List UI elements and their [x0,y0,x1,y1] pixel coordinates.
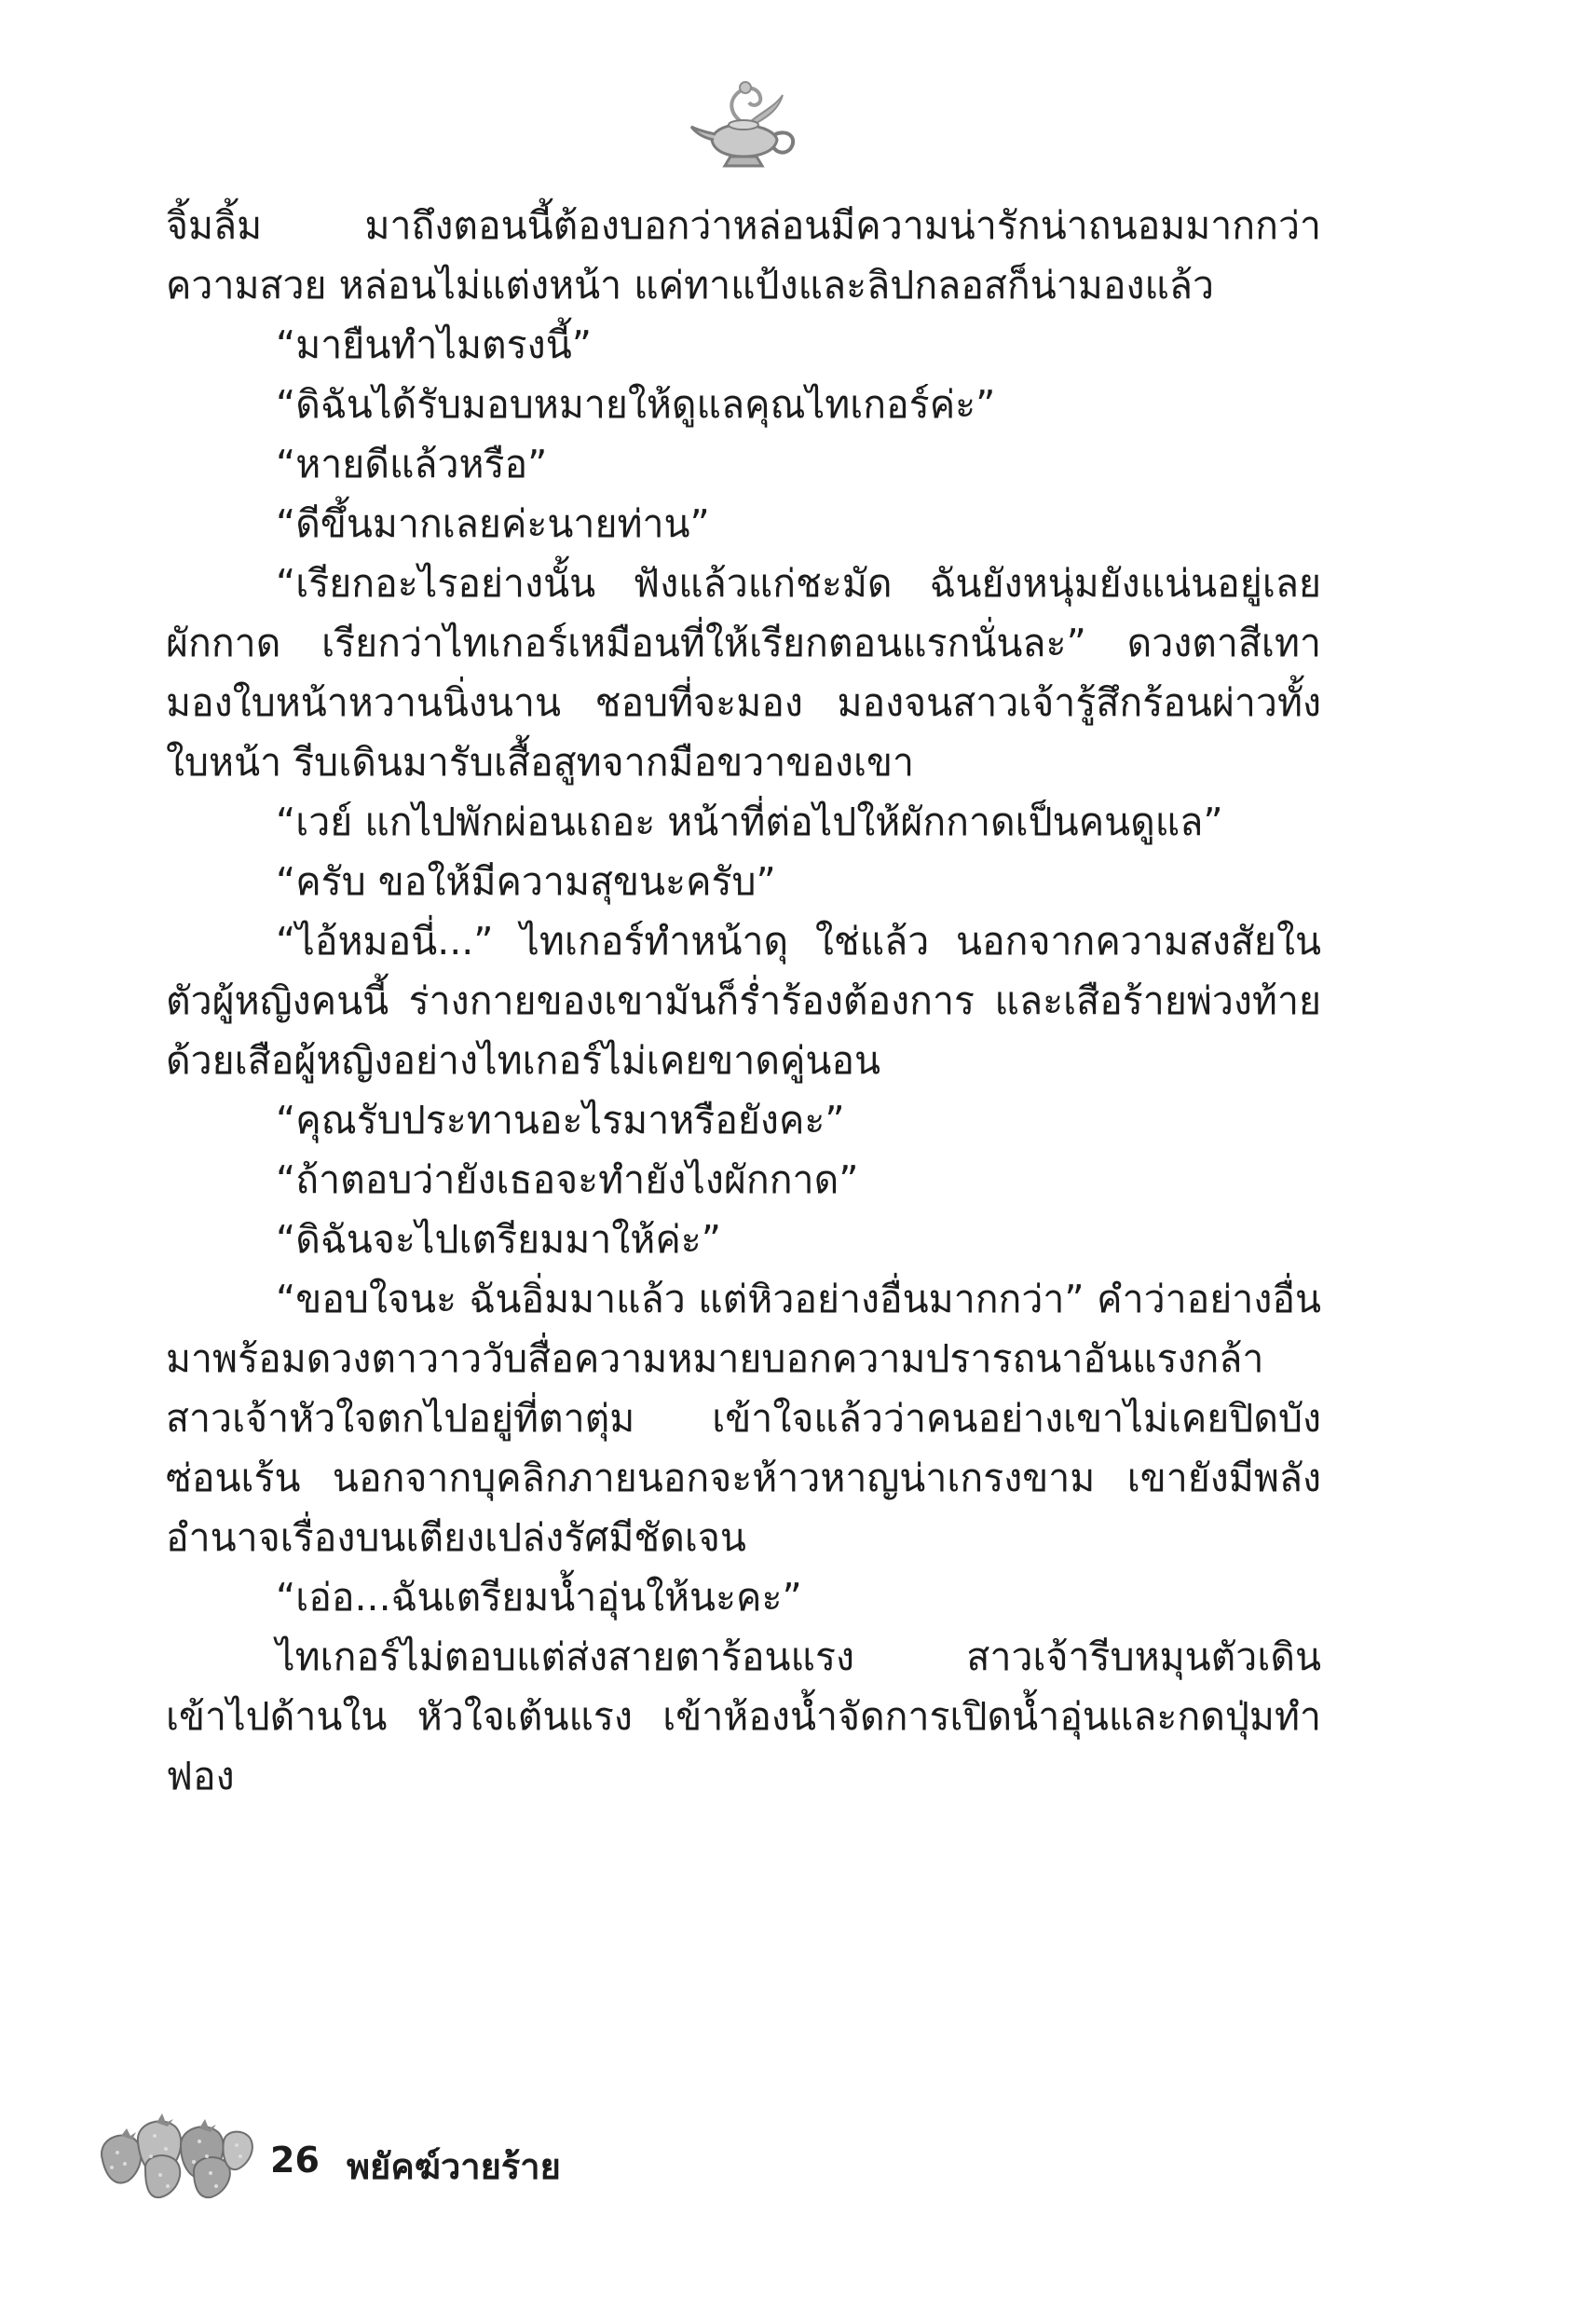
paragraph: ไทเกอร์ไม่ตอบแต่ส่งสายตาร้อนแรง สาวเจ้ารีบหมุนตัวเดินเข้าไปด้านใน หัวใจเต้นแรง เข้าห้องน้ำจัดการเปิดน้ำอุ่นและกดปุ่มทำฟอง [166,1634,1321,1798]
paragraph: “ดิฉันได้รับมอบหมายให้ดูแลคุณไทเกอร์ค่ะ” [276,382,996,427]
paragraph: “เวย์ แกไปพักผ่อนเถอะ หน้าที่ต่อไปให้ผักกาดเป็นคนดูแล” [276,800,1223,844]
paragraph: “เรียกอะไรอย่างนั้น ฟังแล้วแก่ชะมัด ฉันยังหนุ่มยังแน่นอยู่เลย ผักกาด เรียกว่าไทเกอร์เหมือนที่ให้เรียกตอนแรกนั่นละ” ดวงตาสีเทามองใบหน้าหวานนิ่งนาน ชอบที่จะมอง มองจนสาวเจ้ารู้สึกร้อนผ่าวทั้งใบหน้า รีบเดินมารับเสื้อสูทจากมือขวาของเขา [166,561,1321,785]
page-footer [84,2104,736,2207]
paragraph: “ดิฉันจะไปเตรียมมาให้ค่ะ” [276,1217,722,1262]
strawberries-icon [84,2104,261,2207]
paragraph: จิ้มลิ้ม มาถึงตอนนี้ต้องบอกว่าหล่อนมีความน่ารักน่าถนอมมากกว่าความสวย หล่อนไม่แต่งหน้า แค่ทาแป้งและลิปกลอสก็น่ามองแล้ว [166,203,1321,308]
paragraph: “หายดีแล้วหรือ” [276,442,548,486]
page-number: 26 [270,2140,320,2181]
paragraph: “มายืนทำไมตรงนี้” [276,322,592,367]
footer-ornament [84,2104,261,2207]
paragraph: “คุณรับประทานอะไรมาหรือยังคะ” [276,1098,845,1142]
paragraph: “ขอบใจนะ ฉันอิ่มมาแล้ว แต่หิวอย่างอื่นมากกว่า” คำว่าอย่างอื่นมาพร้อมดวงตาวาววับสื่อความหมายบอกความปรารถนาอันแรงกล้า สาวเจ้าหัวใจตกไปอยู่ที่ตาตุ่ม เข้าใจแล้วว่าคนอย่างเขาไม่เคยปิดบังซ่อนเร้น นอกจากบุคลิกภายนอกจะห้าวหาญน่าเกรงขาม เขายังมีพลังอำนาจเรื่องบนเตียงเปล่งรัศมีชัดเจน [166,1277,1321,1560]
genie-lamp-icon [686,75,807,177]
paragraph: “ไอ้หมอนี่...” ไทเกอร์ทำหน้าดุ ใช่แล้ว นอกจากความสงสัยในตัวผู้หญิงคนนี้ ร่างกายของเขามันก็ร่ำร้องต้องการ และเสือร้ายพ่วงท้ายด้วยเสือผู้หญิงอย่างไทเกอร์ไม่เคยขาดคู่นอน [166,919,1321,1083]
book-title: พยัคฆ์วายร้าย [347,2146,561,2187]
header-ornament [686,75,807,177]
paragraph: “ครับ ขอให้มีความสุขนะครับ” [276,859,776,904]
paragraph: “ถ้าตอบว่ายังเธอจะทำยังไงผักกาด” [276,1157,859,1202]
paragraph: “เอ่อ...ฉันเตรียมน้ำอุ่นให้นะคะ” [276,1575,802,1620]
body-text [166,196,1321,1806]
paragraph: “ดีขึ้นมากเลยค่ะนายท่าน” [276,501,710,546]
